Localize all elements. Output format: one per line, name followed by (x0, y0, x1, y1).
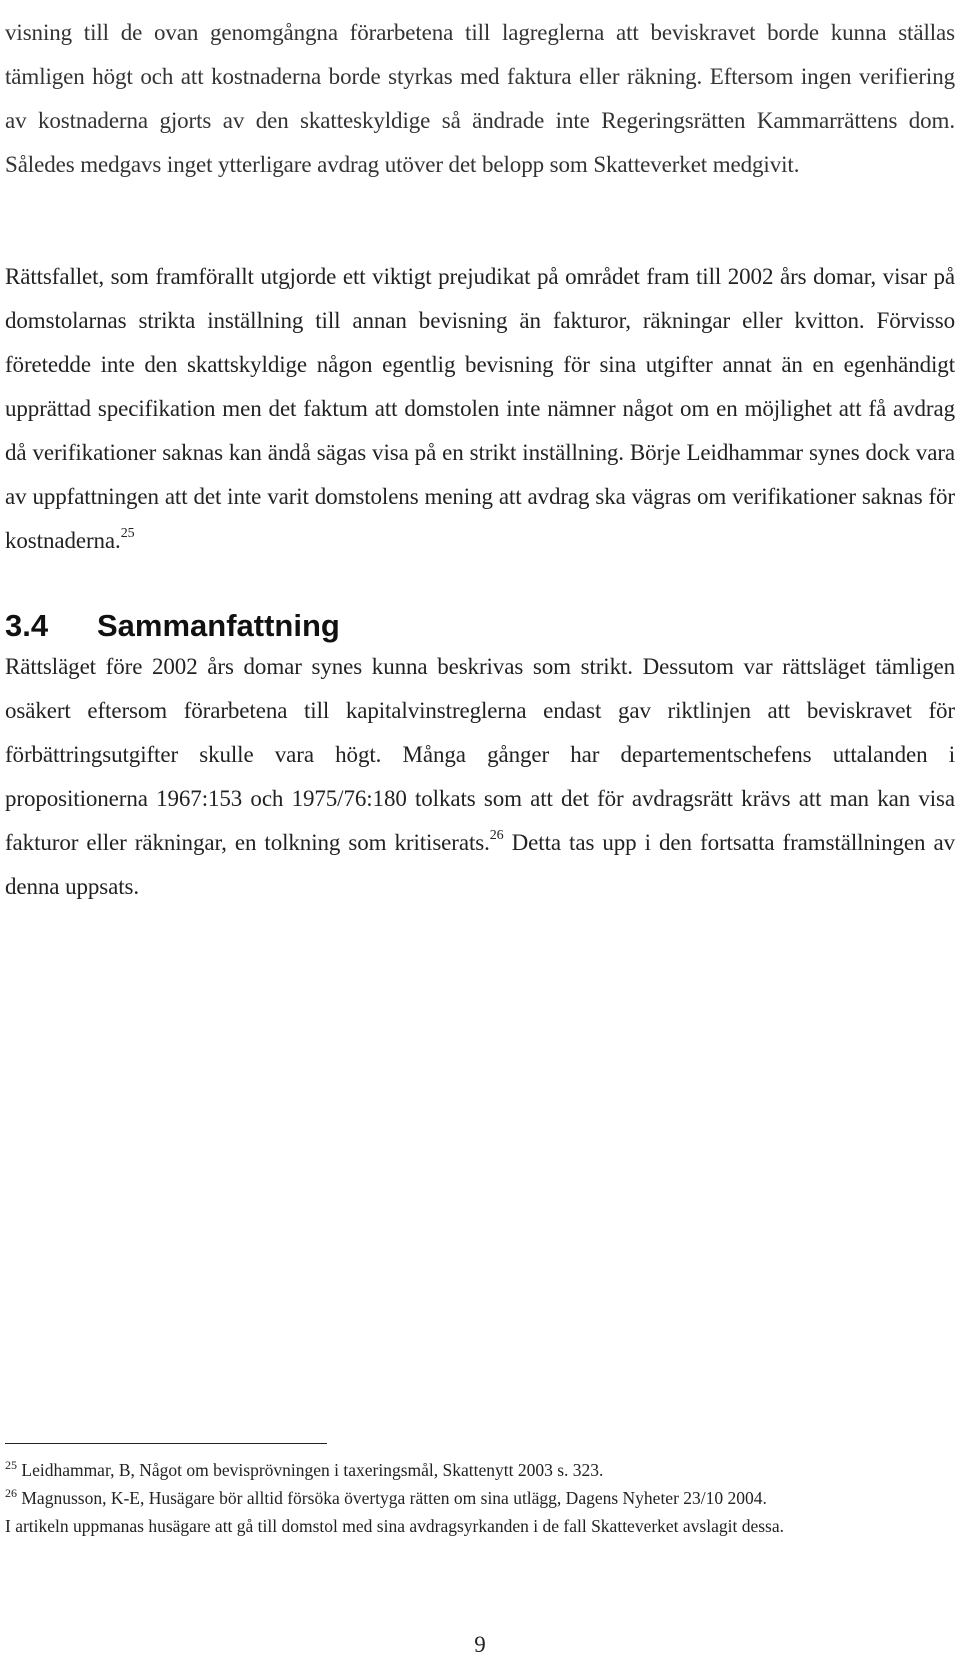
footnote-text: Magnusson, K-E, Husägare bör alltid försöka övertyga rätten om sina utlägg, Dagens Nyheter 23/10 2004. (21, 1488, 767, 1508)
footnote-line (5, 1456, 960, 1484)
footnote-26 (5, 1484, 960, 1540)
footnote-line (5, 1512, 960, 1540)
footnote-ref-26[interactable]: 26 (489, 828, 504, 843)
paragraph-case-text: Rättsfallet, som framförallt utgjorde ett viktigt prejudikat på området fram till 2002 års domar, visar på domstolarnas strikta inställning till annan bevisning än fakturor, räkningar eller kvitton. Förvisso företedde inte den skattskyldige någon egentlig bevisning för sina utgifter annat än en egenhändigt upprättad specifikation men det faktum att domstolen inte nämner något om en möjlighet att få avdrag då verifikationer saknas kan ändå sägas visa på en strikt inställning. Börje Leidhammar synes dock vara av uppfattningen att det inte varit domstolens mening att avdrag ska vägras om verifikationer saknas för kostnaderna. (5, 264, 955, 553)
section-title: Sammanfattning (97, 607, 340, 643)
footnote-text: I artikeln uppmanas husägare att gå till domstol med sina avdragsyrkanden i de fall Skatteverket avslagit dessa. (5, 1516, 785, 1536)
paragraph-summary-text: Rättsläget före 2002 års domar synes kunna beskrivas som strikt. Dessutom var rättsläget tämligen osäkert eftersom förarbetena till kapitalvinstreglerna endast gav riktlinjen att beviskravet för förbättringsutgifter skulle vara högt. Många gånger har departementschefens uttalanden i propositionerna 1967:153 och 1975/76:180 tolkats som att det för avdragsrätt krävs att man kan visa fakturor eller räkningar, en tolkning som kritiserats. (5, 654, 955, 855)
paragraph-intro-text: visning till de ovan genomgångna förarbetena till lagreglerna att beviskravet borde kunna ställas tämligen högt och att kostnaderna borde styrkas med faktura eller räkning. Eftersom ingen verifiering av kostnaderna gjorts av den skatteskyldige så ändrade inte Regeringsrätten Kammarrättens dom. Således medgavs inget ytterligare avdrag utöver det belopp som Skatteverket medgivit. (5, 20, 955, 177)
footnote-ref-25[interactable]: 25 (120, 526, 135, 541)
page-number: 9 (474, 1632, 486, 1657)
paragraph-intro (5, 11, 955, 187)
section-heading (5, 606, 955, 646)
footnote-line (5, 1484, 960, 1512)
footnote-number: 26 (5, 1486, 17, 1500)
footnote-text: Leidhammar, B, Något om bevisprövningen i taxeringsmål, Skattenytt 2003 s. 323. (21, 1460, 604, 1480)
paragraph-summary (5, 645, 955, 909)
paragraph-case-analysis (5, 255, 955, 563)
footnotes (5, 1456, 960, 1540)
section-number: 3.4 (5, 607, 49, 643)
footnote-number: 25 (5, 1458, 17, 1472)
footnote-25 (5, 1456, 960, 1484)
footnote-separator (5, 1443, 327, 1444)
paragraph-summary-tail: Detta tas upp i den fortsatta framställningen av denna uppsats. (5, 830, 955, 899)
